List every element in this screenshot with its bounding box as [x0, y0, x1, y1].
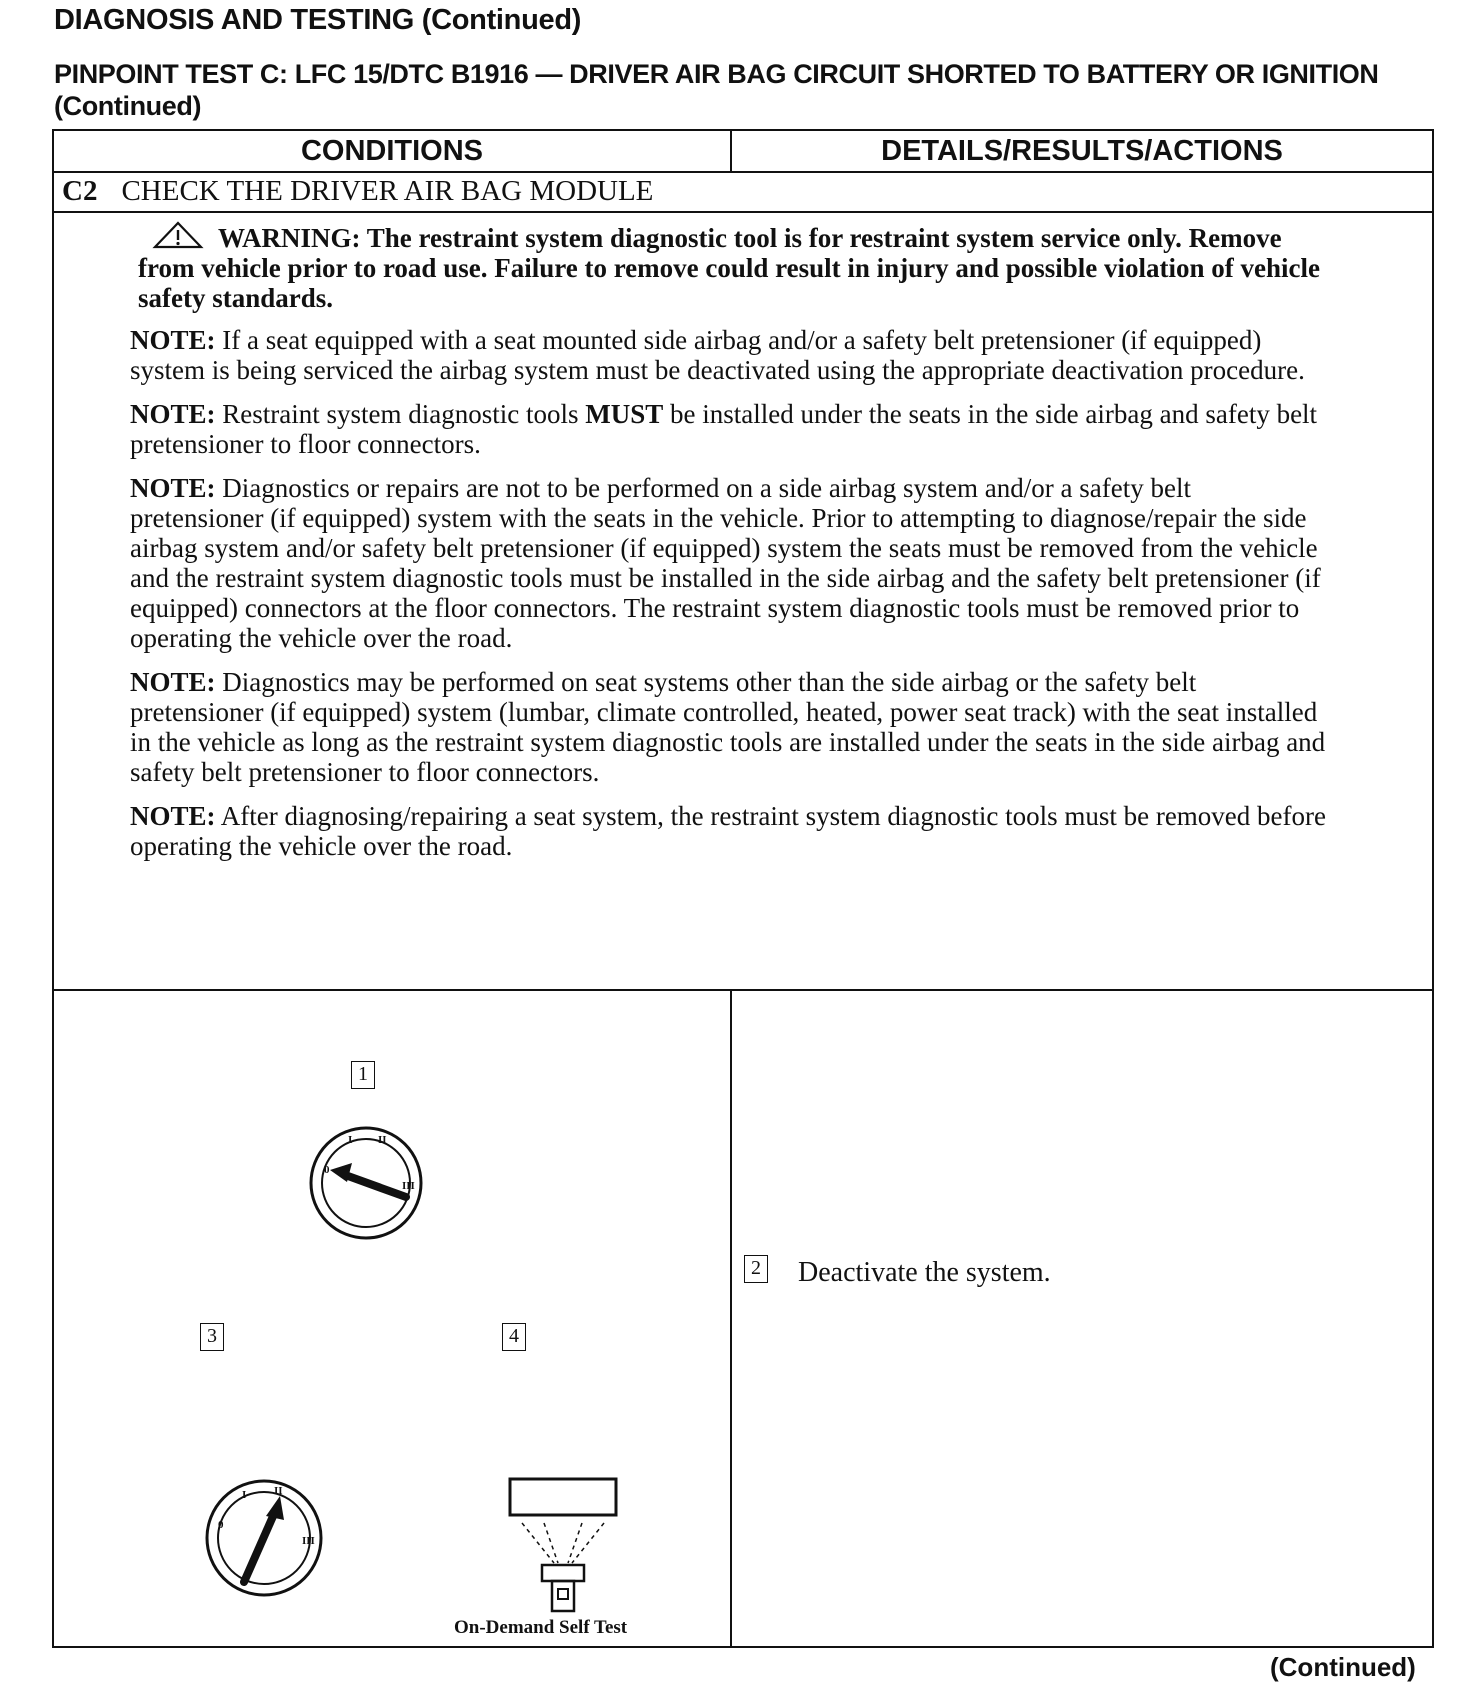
- note-label: NOTE:: [130, 667, 216, 697]
- note-text: be installed under the seats in the side airbag and safety belt pretensioner to floor connectors.: [130, 399, 1318, 459]
- callout-1: 1: [351, 1061, 375, 1089]
- warning-triangle-icon: [152, 221, 204, 249]
- callout-3: 3: [200, 1323, 224, 1351]
- position-label-iii: III: [302, 1535, 315, 1547]
- note-text: If a seat equipped with a seat mounted side airbag and/or a safety belt pretensioner (if equipped) system is being serviced the airbag system must be deactivated using the appropriate deactivation procedure.: [130, 325, 1305, 385]
- pinpoint-test-title: PINPOINT TEST C: LFC 15/DTC B1916 — DRIVER AIR BAG CIRCUIT SHORTED TO BATTERY OR IGNITION (Continued): [54, 59, 1379, 121]
- ignition-switch-run-icon: [207, 1481, 321, 1595]
- action-deactivate-system: Deactivate the system.: [798, 1257, 1051, 1288]
- note-text: Diagnostics may be performed on seat systems other than the side airbag or the safety belt pretensioner (if equipped) system (lumbar, climate controlled, heated, power seat track) with the seat installed in the vehicle as long as the restraint system diagnostic tools are installed under the seats in the side airbag and safety belt pretensioner to floor connectors.: [130, 667, 1326, 787]
- note-after-repair: [130, 801, 1330, 861]
- note-label: NOTE:: [130, 399, 216, 429]
- note-label: NOTE:: [130, 473, 216, 503]
- conditions-column-header: CONDITIONS: [54, 131, 732, 171]
- position-label-ii: II: [378, 1134, 387, 1146]
- illustration-panel: [54, 993, 730, 1633]
- note-label: NOTE:: [130, 325, 216, 355]
- details-column-header: DETAILS/RESULTS/ACTIONS: [881, 134, 1283, 167]
- position-label-i: I: [348, 1134, 353, 1146]
- note-tools-installed: [130, 399, 1330, 459]
- step-heading: [62, 175, 653, 208]
- callout-2: 2: [744, 1255, 768, 1283]
- note-text: Restraint system diagnostic tools: [215, 399, 586, 429]
- warning-text: WARNING: The restraint system diagnostic tool is for restraint system service only. Remove from vehicle prior to road use. Failure to remove could result in injury and possible violation of vehicle safety standards.: [138, 223, 1320, 313]
- position-label-0: 0: [324, 1164, 330, 1176]
- notes-section: [130, 221, 1330, 875]
- position-label-iii: III: [402, 1180, 415, 1192]
- note-seats-removed: [130, 473, 1330, 653]
- position-label-i: I: [242, 1489, 247, 1501]
- note-emphasis: MUST: [585, 399, 664, 429]
- step-divider: [54, 211, 1432, 213]
- note-text: After diagnosing/repairing a seat system, the restraint system diagnostic tools must be removed before operating the vehicle over the road.: [130, 801, 1326, 861]
- notes-divider: [54, 989, 1432, 991]
- air-bag-warning-lamp-icon: [510, 1479, 616, 1611]
- column-divider: [730, 991, 732, 1646]
- position-label-ii: II: [274, 1485, 283, 1497]
- note-text: Diagnostics or repairs are not to be performed on a side airbag system and/or a safety belt pretensioner (if equipped) system with the seats in the vehicle. Prior to attempting to diagnose/repair the side airbag system and/or safety belt pretensioner (if equipped) system the seats must be removed from the vehicle and the restraint system diagnostic tools must be installed in the side airbag and the safety belt pretensioner (if equipped) connectors at the floor connectors. The restraint system diagnostic tools must be removed prior to operating the vehicle over the road.: [130, 473, 1321, 653]
- on-demand-self-test-caption: On-Demand Self Test: [454, 1617, 628, 1638]
- note-label: NOTE:: [130, 801, 216, 831]
- position-label-0: 0: [218, 1519, 224, 1531]
- section-title: DIAGNOSIS AND TESTING (Continued): [54, 4, 582, 36]
- note-other-seat-systems: [130, 667, 1330, 787]
- step-title: CHECK THE DRIVER AIR BAG MODULE: [121, 175, 654, 207]
- step-code: C2: [62, 175, 98, 207]
- pinpoint-test-table: [52, 129, 1434, 1648]
- header-divider: [54, 171, 1432, 173]
- note-deactivation: [130, 325, 1330, 385]
- callout-4: 4: [502, 1323, 526, 1351]
- ignition-switch-off-icon: [311, 1128, 421, 1238]
- continued-footer: (Continued): [1270, 1652, 1416, 1682]
- warning-block: [138, 221, 1330, 313]
